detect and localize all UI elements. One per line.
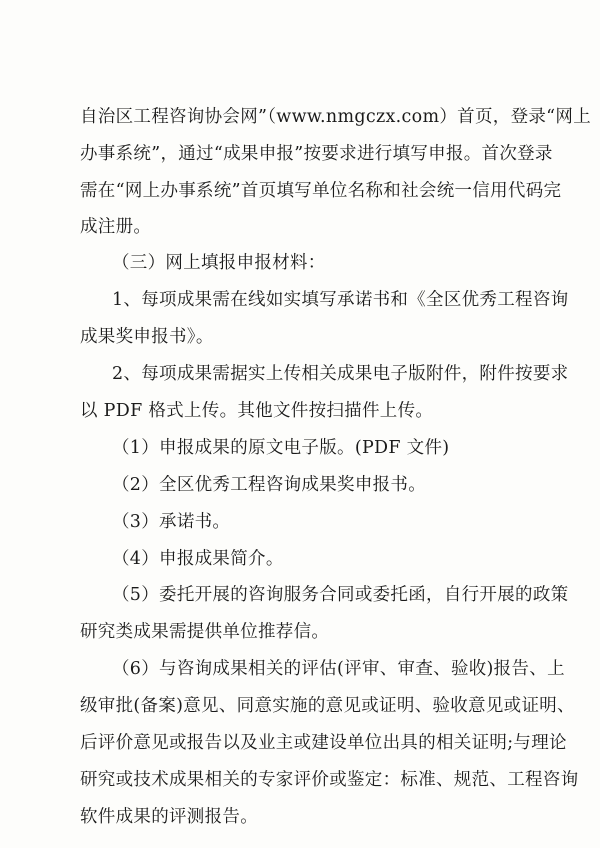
section-heading: （三）网上填报申报材料： <box>112 253 326 273</box>
paragraph-line: 需在“网上办事系统”首页填写单位名称和社会统一信用代码完 <box>80 181 562 201</box>
list-item-line: 以 PDF 格式上传。其他文件按扫描件上传。 <box>80 401 434 421</box>
sub-item-line: （6）与咨询成果相关的评估(评审、审查、验收)报告、上 <box>112 659 565 679</box>
sub-item: （1）申报成果的原文电子版。(PDF 文件) <box>112 438 450 458</box>
paragraph-line: 自治区工程咨询协会网”（www.nmgczx.com）首页，登录“网上 <box>80 107 592 127</box>
sub-item-line: 研究类成果需提供单位推荐信。 <box>80 622 330 642</box>
list-item-line: 2、每项成果需据实上传相关成果电子版附件，附件按要求 <box>112 364 569 384</box>
sub-item: （2）全区优秀工程咨询成果奖申报书。 <box>112 475 427 495</box>
sub-item-line: 级审批(备案)意见、同意实施的意见或证明、验收意见或证明、 <box>80 696 575 716</box>
sub-item-line: 后评价意见或报告以及业主或建设单位出具的相关证明;与理论 <box>80 733 567 753</box>
list-item-line: 成果奖申报书》。 <box>80 327 214 347</box>
sub-item-line: 研究或技术成果相关的专家评价或鉴定：标准、规范、工程咨询 <box>80 770 579 790</box>
paragraph-line: 成注册。 <box>80 217 152 237</box>
paragraph-line: 办事系统”，通过“成果申报”按要求进行填写申报。首次登录 <box>80 144 553 164</box>
sub-item-line: 软件成果的评测报告。 <box>80 807 258 827</box>
sub-item-line: （5）委托开展的咨询服务合同或委托函，自行开展的政策 <box>112 585 569 605</box>
list-item-line: 1、每项成果需在线如实填写承诺书和《全区优秀工程咨询 <box>112 290 569 310</box>
sub-item: （4）申报成果简介。 <box>112 549 284 569</box>
sub-item: （3）承诺书。 <box>112 512 231 532</box>
